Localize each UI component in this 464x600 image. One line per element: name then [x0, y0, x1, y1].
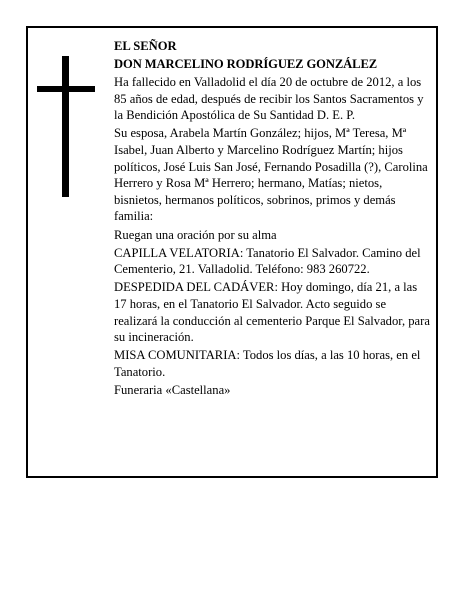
- farewell-info: DESPEDIDA DEL CADÁVER: Hoy domingo, día 21, a las 17 horas, en el Tanatorio El Salvador. Acto seguido se realizará la conducción al cementerio Parque El Salvador, para su incineración.: [114, 280, 430, 345]
- death-announcement: Ha fallecido en Valladolid el día 20 de octubre de 2012, a los 85 años de edad, después de recibir los Santos Sacramentos y la Bendición Apostólica de Su Santidad D. E. P.: [114, 75, 424, 123]
- deceased-name: DON MARCELINO RODRÍGUEZ GONZÁLEZ: [114, 57, 378, 72]
- prayer-request: Ruegan una oración por su alma: [114, 227, 277, 242]
- deceased-title: EL SEÑOR: [114, 39, 177, 53]
- cross-vertical-bar: [62, 56, 69, 197]
- family-list: Su esposa, Arabela Martín González; hijos, Mª Teresa, Mª Isabel, Juan Alberto y Marcelino Rodríguez Martín; hijos políticos, José Luis San José, Fernando Posadilla (?), Carolina Herrero y Rosa Mª Herrero; hermano, Matías; nietos, bisnietos, hermanos políticos, sobrinos, primos y demás familia:: [114, 126, 428, 224]
- funeral-home: Funeraria «Castellana»: [114, 382, 231, 397]
- wake-chapel-info: CAPILLA VELATORIA: Tanatorio El Salvador. Camino del Cementerio, 21. Valladolid. Teléfono: 983 260722.: [114, 245, 421, 277]
- obituary-text: [114, 38, 432, 400]
- cross-horizontal-bar: [37, 86, 95, 92]
- mass-info: MISA COMUNITARIA: Todos los días, a las 10 horas, en el Tanatorio.: [114, 348, 421, 379]
